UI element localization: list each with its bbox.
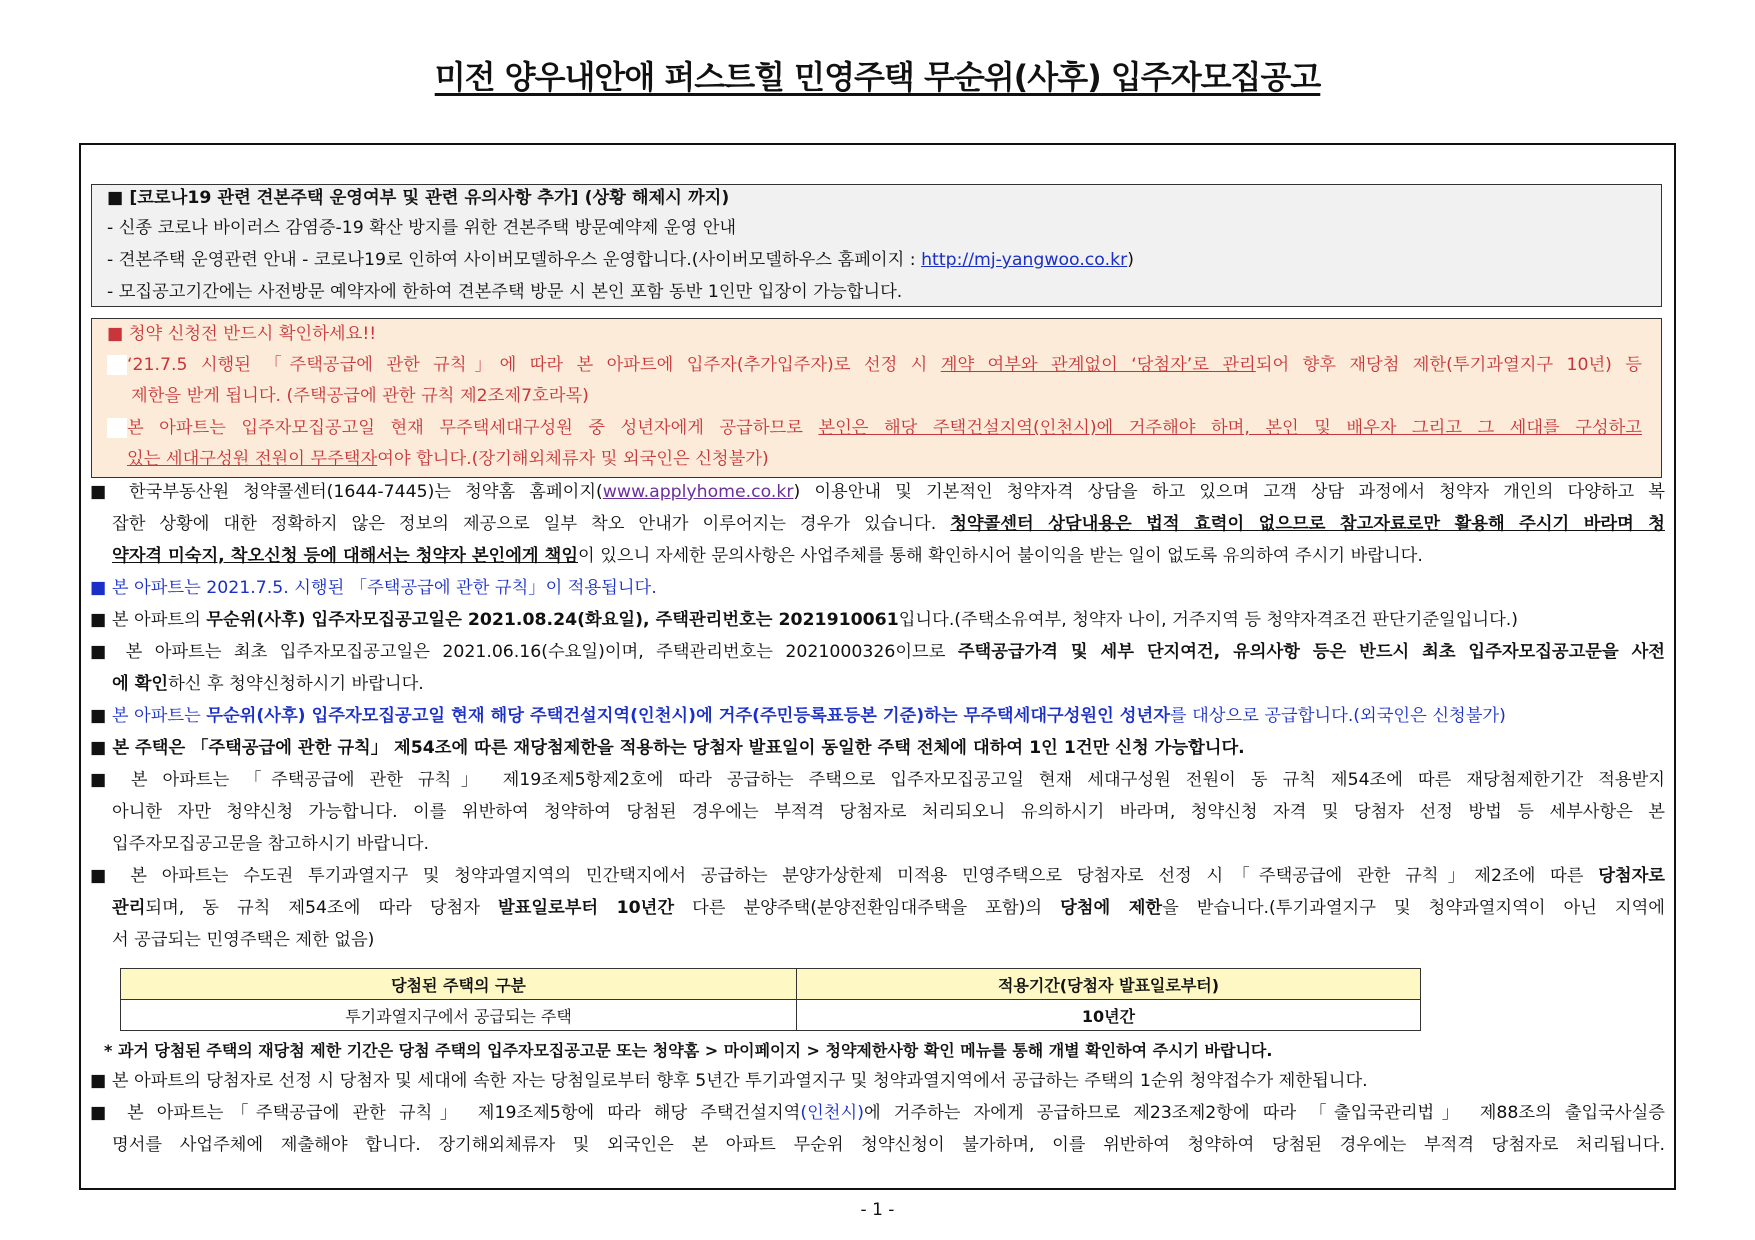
item-winner-mgmt-line-1: ■ 본 아파트는 수도권 투기과열지구 및 청약과열지역의 민간택지에서 공급하는 분양가상한제 미적용 민영주택으로 당첨자로 선정 시「주택공급에 관한 규칙」제2조에 따른 당첨자로 [90,866,1665,886]
table-cell-type: 투기과열지구에서 공급되는 주택 [121,1000,797,1031]
item-immigration-line-2: 명서를 사업주체에 제출해야 합니다. 장기해외체류자 및 외국인은 본 아파트 무순위 청약신청이 불가하며, 이를 위반하여 청약하여 당첨된 경우에는 부적격 당첨자로 처리됩니다. [112,1135,1665,1155]
covid-line-2: - 견본주택 운영관련 안내 - 코로나19로 인하여 사이버모델하우스 운영합니다.(사이버모델하우스 홈페이지 : http://mj-yangwoo.co.kr) [107,250,1134,270]
item-first-announcement-line-2: 에 확인하신 후 청약신청하시기 바랍니다. [112,674,424,694]
restriction-period-table [120,968,1421,1031]
table-row [121,1000,1421,1031]
covid-heading: ■ [코로나19 관련 견본주택 운영여부 및 관련 유의사항 추가] (상황 해제시 까지) [107,188,730,208]
table-header-type: 당첨된 주택의 구분 [121,969,797,1000]
table-header-row [121,969,1421,1000]
warning-para-1: ‘21.7.5 시행된 「주택공급에 관한 규칙」에 따라 본 아파트에 입주자(추가입주자)로 선정 시 계약 여부와 관계없이 ‘당첨자’로 관리되어 향후 재당첨 제한(투기과열지구 10년) 등 [107,350,1642,380]
applyhome-link[interactable]: www.applyhome.co.kr [602,482,794,502]
item-winner-mgmt-line-2: 관리되며, 동 규칙 제54조에 따라 당첨자 발표일로부터 10년간 다른 분양주택(분양전환임대주택을 포함)의 당첨에 제한을 받습니다.(투기과열지구 및 청약과열지역이 아닌 지역에 [112,898,1665,918]
item-eligibility: ■ 본 아파트는 무순위(사후) 입주자모집공고일 현재 해당 주택건설지역(인천시)에 거주(주민등록표등본 기준)하는 무주택세대구성원인 성년자를 대상으로 공급합니다.(외국인은 신청불가) [90,706,1506,726]
warning-para-1-line-2: 제한을 받게 됩니다. (주택공급에 관한 규칙 제2조제7호라목) [131,386,589,406]
item-callcenter-line-1: ■ 한국부동산원 청약콜센터(1644-7445)는 청약홈 홈페이지(www.applyhome.co.kr) 이용안내 및 기본적인 청약자격 상담을 하고 있으며 고객 상담 과정에서 청약자 개인의 다양하고 복 [90,482,1665,502]
warning-para-2: 본 아파트는 입주자모집공고일 현재 무주택세대구성원 중 성년자에게 공급하므로 본인은 해당 주택건설지역(인천시)에 거주해야 하며, 본인 및 배우자 그리고 그 세대를 구성하고 [107,413,1642,443]
warning-heading: ■ 청약 신청전 반드시 확인하세요!! [107,324,377,344]
item-immigration-line-1: ■ 본 아파트는「주택공급에 관한 규칙」 제19조제5항에 따라 해당 주택건설지역(인천시)에 거주하는 자에게 공급하므로 제23조제2항에 따라 「출입국관리법」 제88조의 출입국사실증 [90,1103,1665,1123]
covid-line-1: - 신종 코로나 바이러스 감염증-19 확산 방지를 위한 견본주택 방문예약제 운영 안내 [107,218,737,238]
item-first-rank-restriction: ■ 본 아파트의 당첨자로 선정 시 당첨자 및 세대에 속한 자는 당첨일로부터 향후 5년간 투기과열지구 및 청약과열지역에서 공급하는 주택의 1순위 청약접수가 제한됩니다. [90,1071,1368,1091]
item-winner-mgmt-line-3: 서 공급되는 민영주택은 제한 없음) [112,930,375,950]
item-first-announcement-line-1: ■ 본 아파트는 최초 입주자모집공고일은 2021.06.16(수요일)이며, 주택관리번호는 2021000326이므로 주택공급가격 및 세부 단지여건, 유의사항 등은 반드시 최초 입주자모집공고문을 사전 [90,642,1665,662]
item-reentry-line-3: 입주자모집공고문을 참고하시기 바랍니다. [112,834,429,854]
cyber-modelhouse-link[interactable]: http://mj-yangwoo.co.kr [921,250,1128,270]
item-callcenter-line-3: 약자격 미숙지, 착오신청 등에 대해서는 청약자 본인에게 책임이 있으니 자세한 문의사항은 사업주체를 통해 확인하시어 불이익을 받는 일이 없도록 유의하여 주시기 바랍니다. [112,546,1423,566]
page-number: - 1 - [860,1200,895,1220]
item-reentry-line-2: 아니한 자만 청약신청 가능합니다. 이를 위반하여 청약하여 당첨된 경우에는 부적격 당첨자로 처리되오니 유의하시기 바라며, 청약신청 자격 및 당첨자 선정 방법 등 세부사항은 본 [112,802,1665,822]
warning-para-2-line-2: 있는 세대구성원 전원이 무주택자여야 합니다.(장기해외체류자 및 외국인은 신청불가) [127,449,769,469]
item-rule-applied: ■ 본 아파트는 2021.7.5. 시행된 「주택공급에 관한 규칙」이 적용됩니다. [90,578,657,598]
table-header-period: 적용기간(당첨자 발표일로부터) [797,969,1421,1000]
table-cell-period: 10년간 [797,1000,1421,1031]
item-announcement-date: ■ 본 아파트의 무순위(사후) 입주자모집공고일은 2021.08.24(화요일), 주택관리번호는 2021910061입니다.(주택소유여부, 청약자 나이, 거주지역 등 청약자격조건 판단기준일입니다.) [90,610,1519,630]
item-one-application: ■ 본 주택은 「주택공급에 관한 규칙」 제54조에 따른 재당첨제한을 적용하는 당첨자 발표일이 동일한 주택 전체에 대하여 1인 1건만 신청 가능합니다. [90,738,1245,758]
page-title: 미전 양우내안애 퍼스트힐 민영주택 무순위(사후) 입주자모집공고 [434,58,1321,96]
restriction-footnote: * 과거 당첨된 주택의 재당첨 제한 기간은 당첨 주택의 입주자모집공고문 또는 청약홈 > 마이페이지 > 청약제한사항 확인 메뉴를 통해 개별 확인하여 주시기 바랍니다. [104,1041,1273,1060]
covid-line-3: - 모집공고기간에는 사전방문 예약자에 한하여 견본주택 방문 시 본인 포함 동반 1인만 입장이 가능합니다. [107,282,903,302]
item-reentry-line-1: ■ 본 아파트는 「주택공급에 관한 규칙」 제19조제5항제2호에 따라 공급하는 주택으로 입주자모집공고일 현재 세대구성원 전원이 동 규칙 제54조에 따른 재당첨제한기간 적용받지 [90,770,1665,790]
item-callcenter-line-2: 잡한 상황에 대한 정확하지 않은 정보의 제공으로 일부 착오 안내가 이루어지는 경우가 있습니다. 청약콜센터 상담내용은 법적 효력이 없으므로 참고자료로만 활용해 주시기 바라며 청 [112,514,1665,534]
